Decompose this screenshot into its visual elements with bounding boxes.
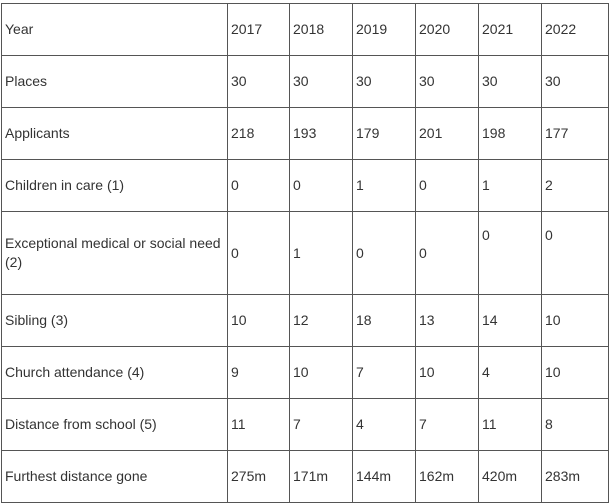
value-cell: 198 bbox=[479, 108, 542, 160]
year-cell: 2021 bbox=[479, 4, 542, 56]
value-cell: 13 bbox=[416, 295, 479, 347]
admissions-table bbox=[1, 3, 609, 503]
year-cell: 2020 bbox=[416, 4, 479, 56]
value-cell: 30 bbox=[479, 56, 542, 108]
row-label-cell: Children in care (1) bbox=[2, 160, 228, 212]
year-cell: 2017 bbox=[228, 4, 290, 56]
value-cell: 420m bbox=[479, 451, 542, 503]
value-cell: 10 bbox=[290, 347, 353, 399]
row-label-cell: Applicants bbox=[2, 108, 228, 160]
value-cell: 7 bbox=[416, 399, 479, 451]
value-cell: 7 bbox=[353, 347, 416, 399]
table-row bbox=[2, 347, 609, 399]
table-row bbox=[2, 56, 609, 108]
value-cell: 10 bbox=[542, 295, 609, 347]
header-label-cell: Year bbox=[2, 4, 228, 56]
value-cell: 177 bbox=[542, 108, 609, 160]
value-cell: 7 bbox=[290, 399, 353, 451]
year-cell: 2022 bbox=[542, 4, 609, 56]
header-row bbox=[2, 4, 609, 56]
value-cell: 12 bbox=[290, 295, 353, 347]
value-cell: 0 bbox=[353, 212, 416, 295]
value-cell: 10 bbox=[542, 347, 609, 399]
value-cell: 283m bbox=[542, 451, 609, 503]
value-cell: 218 bbox=[228, 108, 290, 160]
value-cell: 11 bbox=[228, 399, 290, 451]
table-row bbox=[2, 451, 609, 503]
table-row bbox=[2, 399, 609, 451]
year-cell: 2019 bbox=[353, 4, 416, 56]
value-cell: 275m bbox=[228, 451, 290, 503]
value-cell: 10 bbox=[228, 295, 290, 347]
value-cell: 18 bbox=[353, 295, 416, 347]
value-cell: 144m bbox=[353, 451, 416, 503]
value-cell: 193 bbox=[290, 108, 353, 160]
row-label-cell: Distance from school (5) bbox=[2, 399, 228, 451]
value-cell: 0 bbox=[228, 212, 290, 295]
value-cell: 0 bbox=[479, 212, 542, 295]
value-cell: 201 bbox=[416, 108, 479, 160]
table-row bbox=[2, 108, 609, 160]
value-cell: 4 bbox=[353, 399, 416, 451]
value-cell: 0 bbox=[228, 160, 290, 212]
value-cell: 14 bbox=[479, 295, 542, 347]
value-cell: 0 bbox=[416, 160, 479, 212]
row-label-cell: Furthest distance gone bbox=[2, 451, 228, 503]
value-cell: 2 bbox=[542, 160, 609, 212]
value-cell: 4 bbox=[479, 347, 542, 399]
value-cell: 10 bbox=[416, 347, 479, 399]
value-cell: 0 bbox=[290, 160, 353, 212]
value-cell: 162m bbox=[416, 451, 479, 503]
table-row bbox=[2, 212, 609, 295]
row-label-cell: Places bbox=[2, 56, 228, 108]
value-cell: 8 bbox=[542, 399, 609, 451]
table-row bbox=[2, 160, 609, 212]
value-cell: 30 bbox=[228, 56, 290, 108]
row-label-cell: Exceptional medical or social need (2) bbox=[2, 212, 228, 295]
value-cell: 171m bbox=[290, 451, 353, 503]
value-cell: 30 bbox=[416, 56, 479, 108]
value-cell: 30 bbox=[353, 56, 416, 108]
value-cell: 179 bbox=[353, 108, 416, 160]
value-cell: 11 bbox=[479, 399, 542, 451]
year-cell: 2018 bbox=[290, 4, 353, 56]
value-cell: 30 bbox=[542, 56, 609, 108]
table-row bbox=[2, 295, 609, 347]
row-label-cell: Church attendance (4) bbox=[2, 347, 228, 399]
row-label-cell: Sibling (3) bbox=[2, 295, 228, 347]
value-cell: 1 bbox=[353, 160, 416, 212]
value-cell: 1 bbox=[479, 160, 542, 212]
value-cell: 30 bbox=[290, 56, 353, 108]
value-cell: 0 bbox=[416, 212, 479, 295]
value-cell: 0 bbox=[542, 212, 609, 295]
value-cell: 1 bbox=[290, 212, 353, 295]
value-cell: 9 bbox=[228, 347, 290, 399]
